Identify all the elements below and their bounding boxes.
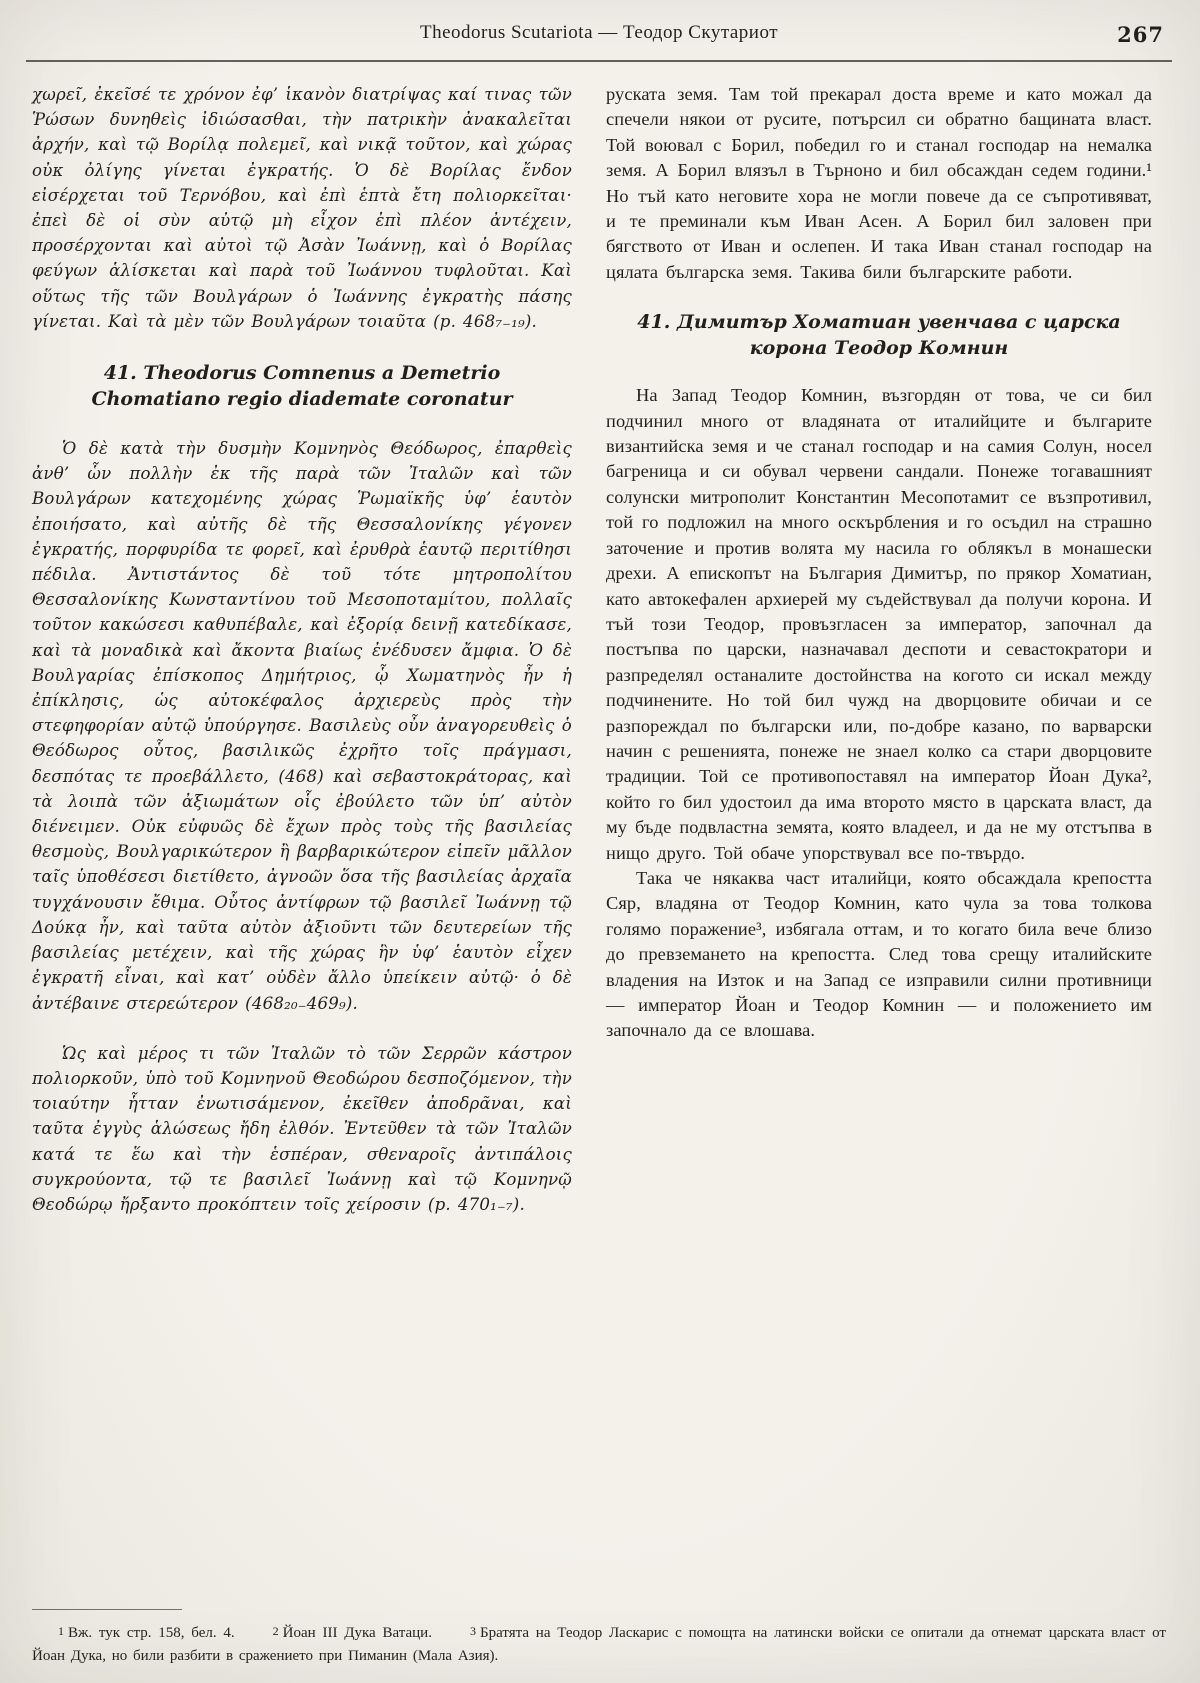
footnote-area <box>32 1609 1166 1667</box>
footnote-1-text: Вж. тук стр. 158, бел. 4. <box>68 1625 235 1641</box>
bulgarian-paragraph-2: Така че някаква част италийци, която обсаждала крепостта Сяр, владяна от Теодор Комнин, като чула за това толкова голямо поражение³, избягала оттам, и то когато била вече близо до превземането на крепостта. След това срещу италийските владения на Изток и на Запад се изправили силни противници — император Йоан и Теодор Комнин — и положението им започнало да се влошава. <box>606 867 1152 1041</box>
footnote-1-marker: 1 <box>58 1624 64 1638</box>
footnotes-block <box>32 1620 1166 1667</box>
greek-column <box>32 82 572 1217</box>
greek-paragraph-1: Ὁ δὲ κατὰ τὴν δυσμὴν Κομνηνὸς Θεόδωρος, ἐπαρθεὶς ἀνθ’ ὧν πολλὴν ἐκ τῆς παρὰ τῶν Ἰταλῶν καὶ τῶν Βουλγάρων κατεχομένης χώρας Ῥωμαϊκῆς ὑφ’ ἑαυτὸν ἐποιήσατο, καὶ αὐτῆς δὲ τῆς Θεσσαλονίκης γέγονεν ἐγκρατής, πορφυρίδα τε φορεῖ, καὶ ἐρυθρὰ ἑαυτῷ περιτίθησι πέδιλα. Ἀντιστάντος δὲ τοῦ τότε μητροπολίτου Θεσσαλονίκης Κωνσταντίνου τοῦ Μεσοποταμίτου, πολλαῖς τοῦτον κακώσεσι καθυπέβαλε, καὶ ἐξορίᾳ δεινῇ κατεδίκασε, καὶ τὰ μοναδικὰ καὶ ἄκοντα βιαίως ἐνέδυσεν ἄμφια. Ὁ δὲ Βουλγαρίας ἐπίσκοπος Δημήτριος, ᾧ Χωματηνὸς ἦν ἡ ἐπίκλησις, ὡς αὐτοκέφαλος ἀρχιερεὺς πρὸς τὴν στεφηφορίαν αὐτῷ ὑπούργησε. Βασιλεὺς οὖν ἀναγορευθεὶς ὁ Θεόδωρος οὗτος, βασιλικῶς ἐχρῆτο τοῖς πράγμασι, δεσπότας τε προεβάλλετο, (468) καὶ σεβαστοκράτορας, καὶ τὰ λοιπὰ τῶν ἀξιωμάτων οἷς ἐβούλετο τῶν ὑπ’ αὐτὸν διένειμεν. Οὐκ εὐφυῶς δὲ ἔχων πρὸς τοὺς τῆς βασιλείας θεσμοὺς, Βουλγαρικώτερον ἢ βαρβαρικώτερον εἰπεῖν μᾶλλον ταῖς ὑποθέσεσι διετίθετο, ἀγνοῶν ὅσα τῆς βασιλείας ἀρχαῖα τυγχάνουσιν ἔθιμα. Οὗτος ἀντίφρων τῷ βασιλεῖ Ἰωάννῃ τῷ Δούκᾳ ἦν, καὶ ταῦτα αὐτὸν ἀξιοῦντι τῶν δευτερείων τῆς βασιλείας μετέχειν, καὶ τῆς χώρας ἣν ὑφ’ ἑαυτὸν εἶχεν ἐγκρατῆ εἶναι, καὶ κατ’ οὐδὲν ἄλλο ὑπείκειν αὐτῷ· ὁ δὲ ἀντέβαινε στερεώτερον (468₂₀₋469₉). <box>32 439 572 1013</box>
page-number: 267 <box>1117 22 1164 47</box>
footnote-2 <box>273 1625 432 1641</box>
greek-paragraph-continuation: χωρεῖ, ἐκεῖσέ τε χρόνον ἐφ’ ἱκανὸν διατρίψας καί τινας τῶν Ῥώσων δυνηθεὶς ἰδιώσασθαι, τὴν πατρικὴν ἀνακαλεῖται ἀρχήν, καὶ τῷ Βορίλᾳ πολεμεῖ, καὶ νικᾷ τοῦτον, καὶ χώρας οὐκ ὀλίγης γίνεται ἐγκρατής. Ὁ δὲ Βορίλας ἔνδον εἰσέρχεται τοῦ Τερνόβου, καὶ ἐπὶ ἑπτὰ ἔτη πολιορκεῖται· ἐπεὶ δὲ οἱ σὺν αὐτῷ μὴ εἶχον ἐπὶ πλέον ἀντέχειν, προσέρχονται καὶ αὐτοὶ τῷ Ἀσὰν Ἰωάννῃ, καὶ ὁ Βορίλας φεύγων ἁλίσκεται καὶ παρὰ τοῦ Ἰωάννου τυφλοῦται. Καὶ οὕτως τῆς τῶν Βουλγάρων ὁ Ἰωάννης ἐγκρατὴς πάσης γίνεται. Καὶ τὰ μὲν τῶν Βουλγάρων τοιαῦτα (p. 468₇₋₁₉). <box>32 85 572 331</box>
greek-paragraph-2: Ὡς καὶ μέρος τι τῶν Ἰταλῶν τὸ τῶν Σερρῶν κάστρον πολιορκοῦν, ὑπὸ τοῦ Κομνηνοῦ Θεοδώρου δεσποζόμενον, τὴν τοιαύτην ἧτταν ἐνωτισάμενον, ἐκεῖθεν ἀποδρᾶναι, καὶ ταῦτα ἐγγὺς ἁλώσεως ἤδη ἐλθόν. Ἐντεῦθεν τὰ τῶν Ἰταλῶν κατά τε ἕω καὶ τὴν ἑσπέραν, σθεναροῖς ἀντιπάλοις συγκρούοντα, τῷ τε βασιλεῖ Ἰωάννῃ καὶ τῷ Κομνηνῷ Θεοδώρῳ ἤρξαντο προκόπτειν τοῖς χείροσιν (p. 470₁₋₇). <box>32 1043 572 1214</box>
footnote-3-marker: 3 <box>469 1624 476 1638</box>
footnote-2-text: Йоан III Дука Ватаци. <box>282 1625 432 1641</box>
footnote-rule <box>32 1609 182 1610</box>
text-columns <box>32 82 1166 1534</box>
bulgarian-column <box>606 82 1152 1044</box>
running-head <box>32 22 1166 56</box>
footnote-2-marker: 2 <box>272 1624 279 1638</box>
bulgarian-paragraph-1: На Запад Теодор Комнин, възгордян от това, че си бил подчинил много от владяната от италийците и българите византийска земя и че станал господар и на самия Солун, носел багреница и си обувал червени сандали. Понеже тогавашният солунски митрополит Константин Месопотамит се възпротивил, той го подложил на много оскърбления и го осъдил на страшно заточение и против волята му насила го облякъл в монашески дрехи. А епископът на България Димитър, по прякор Хоматиан, като автокефален архиерей му съдействувал да получи корона. И тъй този Теодор, провъзгласен за император, започнал да постъпва по царски, назначавал деспоти и севастократори и разпределял останалите достойнства на когото си искал между подчинените. Но той бил чужд на дворцовите обичаи и се разпореждал по български или, по-добре казано, по варварски начин с решенията, понеже не знаел колко са стари дворцовите традиции. Той се противопоставял на император Йоан Дука², който го бил удостоил да има второто място в царската власт, да му бъде подвластна земята, която владеел, и да не му отстъпва в нищо друго. Той обаче упорствувал все по-твърдо. <box>606 385 1152 863</box>
section-heading-bulgarian: 41. Димитър Хоматиан увенчава с царска корона Теодор Комнин <box>637 311 1121 360</box>
footnote-3-text: Братята на Теодор Ласкарис с помощта на латински войски се опитали да отнемат царската власт от Йоан Дука, но били разбити в сражението при Пиманин (Мала Азия). <box>32 1625 1166 1664</box>
section-heading-latin: 41. Theodorus Comnenus a Demetrio Chomatiano regio diademate coronatur <box>91 362 513 411</box>
header-rule <box>26 60 1172 62</box>
footnote-1 <box>58 1625 235 1641</box>
running-title: Theodorus Scutariota — Теодор Скутариот <box>419 22 779 43</box>
bulgarian-paragraph-continuation: руската земя. Там той прекарал доста време и като можал да спечели някои от русите, потърсил си обратно бащината власт. Той воювал с Борил, победил го и станал господар на немалка земя. А Борил влязъл в Търноно и бил обсаждан седем години.¹ Но тъй като неговите хора не могли повече да се съпротивяват, и те преминали към Иван Асен. А Борил бил заловен при бягството от Иван и ослепен. И така Иван станал господар на цялата българска земя. Такива били българските работи. <box>606 84 1152 282</box>
